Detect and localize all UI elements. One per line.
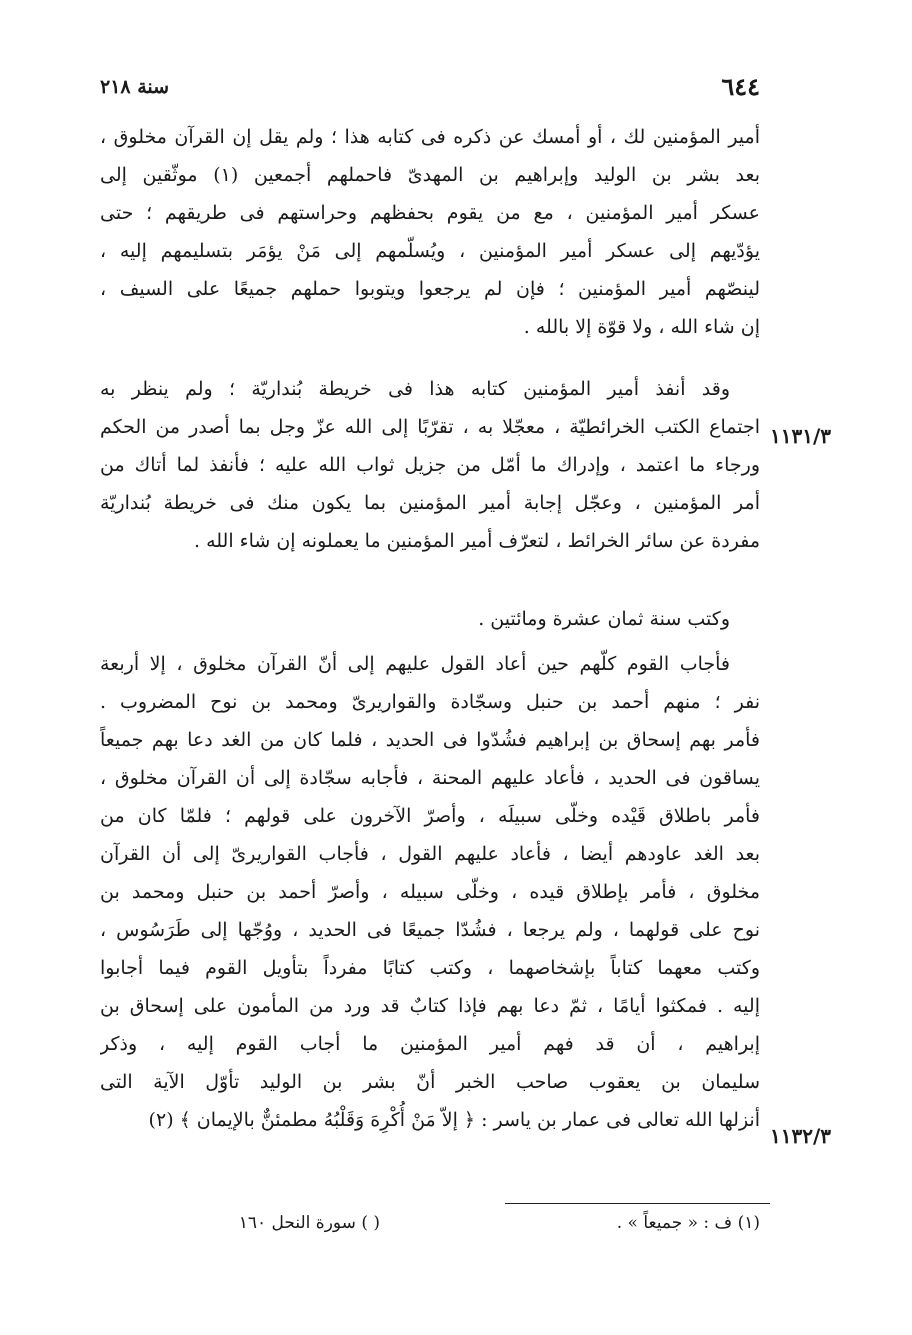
text-line: وكتب معهما كتاباً بإشخاصهما ، وكتب كتابًا مفرداً بتأويل القوم فيما أجابوا xyxy=(100,957,760,979)
text-line: فأمر باطلاق قَيْده وخلّى سبيلَه ، وأصرّ الآخرون على قولهم ؛ فلمّا كان من xyxy=(100,805,760,827)
margin-reference: ١١٣٢/٣ xyxy=(770,1124,832,1148)
text-line: وقد أنفذ أمير المؤمنين كتابه هذا فى خريطة بُنداريّة ؛ ولم ينظر به xyxy=(100,378,730,400)
text-line: يؤدّيهم إلى عسكر أمير المؤمنين ، ويُسلّمهم إلى مَنْ يؤمَر بتسليمهم إليه ، xyxy=(100,240,760,262)
text-line: نفر ؛ منهم أحمد بن حنبل وسجّادة والقواريرىّ ومحمد بن نوح المضروب . xyxy=(100,691,760,713)
paragraph-3 xyxy=(100,600,760,638)
text-line: إليه . فمكثوا أيامًا ، ثمّ دعا بهم فإذا كتابٌ قد ورد من المأمون على إسحاق بن xyxy=(100,995,760,1017)
text-line: بعد بشر بن الوليد وإبراهيم بن المهدىّ فاحملهم أجمعين (١) موثّقين إلى xyxy=(100,164,760,186)
text-line: سليمان بن يعقوب صاحب الخبر أنّ بشر بن الوليد تأوّل الآية التى xyxy=(100,1071,760,1093)
running-head-year: سنة ٢١٨ xyxy=(100,76,170,98)
text-line: فأجاب القوم كلّهم حين أعاد القول عليهم إلى أنّ القرآن مخلوق ، إلا أربعة xyxy=(100,653,730,675)
text-line: لينصّهم أمير المؤمنين ؛ فإن لم يرجعوا ويتوبوا حملهم جميعًا على السيف ، xyxy=(100,278,760,300)
paragraph-2 xyxy=(100,370,760,560)
text-line: مفردة عن سائر الخرائط ، لتعرّف أمير المؤمنين ما يعملونه إن شاء الله . xyxy=(194,530,760,552)
text-line: يساقون فى الحديد ، فأعاد عليهم المحنة ، فأجابه سجّادة إلى أن القرآن مخلوق ، xyxy=(100,767,760,789)
text-line: ورجاء ما اعتمد ، وإدراك ما أمّل من جزيل ثواب الله عليه ؛ فأنفذ لما أتاك من xyxy=(100,454,760,476)
footnote-1: (١) ف : « جميعاً » . xyxy=(616,1213,760,1233)
text-line: اجتماع الكتب الخرائطيّة ، معجّلا به ، تقرّبًا إلى الله عزّ وجل بما أصدر من الحكم xyxy=(100,416,760,438)
text-line: أمير المؤمنين لك ، أو أمسك عن ذكره فى كتابه هذا ؛ ولم يقل إن القرآن مخلوق ، xyxy=(100,126,760,148)
page-number: ٦٤٤ xyxy=(721,72,760,101)
text-line: أنزلها الله تعالى فى عمار بن ياسر : ﴿ إلاّ مَنْ أُكْرِهَ وَقَلْبُهُ مطمئنٌّ بالإيمان ﴾ (٢) xyxy=(148,1109,760,1131)
page-header xyxy=(100,72,760,104)
text-line: إن شاء الله ، ولا قوّة إلا بالله . xyxy=(523,316,760,338)
text-line: إبراهيم ، أن قد فهم أمير المؤمنين ما أجاب القوم إليه ، وذكر xyxy=(100,1033,760,1055)
margin-reference: ١١٣١/٣ xyxy=(770,424,832,448)
text-line: فأمر بهم إسحاق بن إبراهيم فشُدّوا فى الحديد ، فلما كان من الغد دعا بهم جميعاً xyxy=(100,729,760,751)
footnote-2: ( ) سورة النحل ١٦٠ xyxy=(238,1213,380,1233)
text-line: نوح على قولهما ، ولم يرجعا ، فشُدّا جميعًا فى الحديد ، ووُجّها إلى طَرَسُوس ، xyxy=(100,919,760,941)
text-line: بعد الغد عاودهم أيضا ، فأعاد عليهم القول ، فأجاب القواريرىّ إلى أن القرآن xyxy=(100,843,760,865)
paragraph-1 xyxy=(100,118,760,346)
text-line: وكتب سنة ثمان عشرة ومائتين . xyxy=(478,608,730,630)
paragraph-4 xyxy=(100,645,760,1139)
footnotes xyxy=(100,1213,760,1247)
text-line: عسكر أمير المؤمنين ، مع من يقوم بحفظهم وحراستهم فى طريقهم ؛ حتى xyxy=(100,202,760,224)
footnote-divider xyxy=(505,1203,770,1204)
text-line: أمر المؤمنين ، وعجّل إجابة أمير المؤمنين بما يكون منك فى خريطة بُنداريّة xyxy=(100,492,760,514)
text-line: مخلوق ، فأمر بإطلاق قيده ، وخلّى سبيله ، وأصرّ أحمد بن حنبل ومحمد بن xyxy=(100,881,760,903)
